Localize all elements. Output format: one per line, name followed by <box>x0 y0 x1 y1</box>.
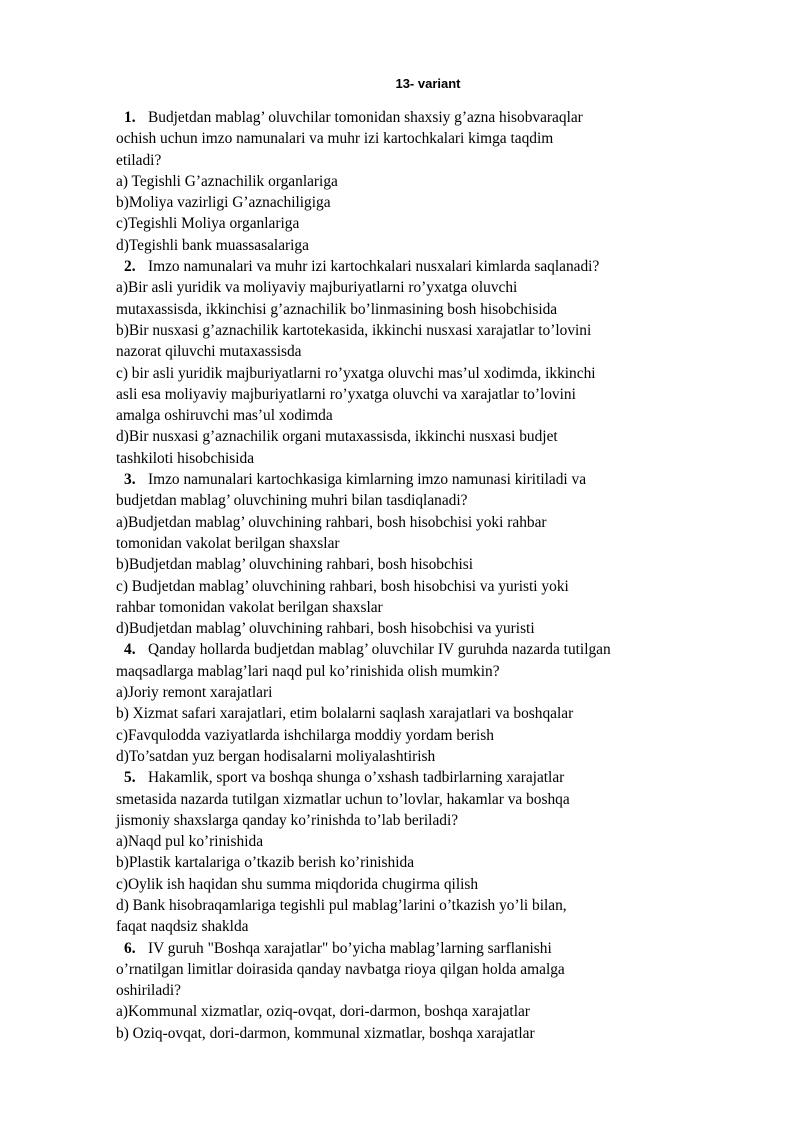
question-text-continued <box>116 959 646 980</box>
question-text-line: maqsadlarga mablag’lari naqd pul ko’rinishida olish mumkin? <box>116 662 500 680</box>
answer-option: d)Budjetdan mablag’ oluvchining rahbari, bosh hisobchisi va yuristi <box>116 620 535 638</box>
question-text-continued <box>116 128 646 149</box>
answer-option: a)Joriy remont xarajatlari <box>116 684 273 702</box>
question-text-line: oshiriladi? <box>116 982 181 1000</box>
answer-option: d)To’satdan yuz bergan hodisalarni moliyalashtirish <box>116 747 436 765</box>
answer-option: b)Moliya vazirligi G’aznachiligiga <box>116 194 331 212</box>
answer-option: b)Bir nusxasi g’aznachilik kartotekasida, ikkinchi nusxasi xarajatlar to’lovini <box>116 321 592 339</box>
answer-option: c) Budjetdan mablag’ oluvchining rahbari, bosh hisobchisi va yuristi yoki <box>116 577 569 595</box>
question-text-continued <box>116 150 646 171</box>
question-block <box>116 767 646 937</box>
question-text-line: budjetdan mablag’ oluvchining muhri bilan tasdiqlanadi? <box>116 492 468 510</box>
question-text-line: Hakamlik, sport va boshqa shunga o’xshash tadbirlarning xarajatlar <box>148 769 565 787</box>
answer-option: amalga oshiruvchi mas’ul xodimda <box>116 407 333 425</box>
answer-option: b) Xizmat safari xarajatlari, etim bolalarni saqlash xarajatlari va boshqalar <box>116 705 574 723</box>
answer-option: nazorat qiluvchi mutaxassisda <box>116 343 302 361</box>
question-text-continued <box>116 980 646 1001</box>
question-text-line: jismoniy shaxslarga qanday ko’rinishda to’lab beriladi? <box>116 811 459 829</box>
variant-title: 13- variant <box>395 76 461 91</box>
answer-option: a) Tegishli G’aznachilik organlariga <box>116 172 338 190</box>
question-number: 2. <box>124 258 136 276</box>
question-block <box>116 639 646 767</box>
answer-option: faqat naqdsiz shaklda <box>116 918 249 936</box>
question-text-line: o’rnatilgan limitlar doirasida qanday navbatga rioya qilgan holda amalga <box>116 960 565 978</box>
question-number: 5. <box>124 769 136 787</box>
answer-option: tashkiloti hisobchisida <box>116 449 255 467</box>
question-text-line: Imzo namunalari va muhr izi kartochkalari nusxalari kimlarda saqlanadi? <box>148 258 600 276</box>
answer-option: a)Bir asli yuridik va moliyaviy majburiyatlarni ro’yxatga oluvchi <box>116 279 518 297</box>
question-text <box>116 938 646 959</box>
question-text <box>116 256 646 277</box>
answer-option: asli esa moliyaviy majburiyatlarni ro’yxatga oluvchi va xarajatlar to’lovini <box>116 385 576 403</box>
answer-option: a)Naqd pul ko’rinishida <box>116 833 264 851</box>
question-text <box>116 469 646 490</box>
question-number: 1. <box>124 109 136 126</box>
question-text-continued <box>116 661 646 682</box>
answer-option: c)Oylik ish haqidan shu summa miqdorida chugirma qilish <box>116 875 479 893</box>
answer-option: c)Tegishli Moliya organlariga <box>116 215 300 233</box>
answer-option: d) Bank hisobraqamlariga tegishli pul mablag’larini o’tkazish yo’li bilan, <box>116 896 567 914</box>
answer-option: rahbar tomonidan vakolat berilgan shaxslar <box>116 598 383 616</box>
question-text-line: etiladi? <box>116 151 162 169</box>
question-block <box>116 469 646 639</box>
question-text-continued <box>116 789 646 810</box>
question-block <box>116 256 646 469</box>
question-text <box>116 639 646 660</box>
question-text-line: smetasida nazarda tutilgan xizmatlar uchun to’lovlar, hakamlar va boshqa <box>116 790 570 808</box>
question-text-continued <box>116 810 646 831</box>
answer-option: b)Budjetdan mablag’ oluvchining rahbari, bosh hisobchisi <box>116 556 474 574</box>
question-text-line: Imzo namunalari kartochkasiga kimlarning imzo namunasi kiritiladi va <box>148 471 587 489</box>
question-text-line: ochish uchun imzo namunalari va muhr izi kartochkalari kimga taqdim <box>116 130 554 148</box>
answer-option: tomonidan vakolat berilgan shaxslar <box>116 534 340 552</box>
question-number: 3. <box>124 471 136 489</box>
answer-option: b)Plastik kartalariga o’tkazib berish ko’rinishida <box>116 854 415 872</box>
answer-option: b) Oziq-ovqat, dori-darmon, kommunal xizmatlar, boshqa xarajatlar <box>116 1024 535 1042</box>
answer-option: c)Favqulodda vaziyatlarda ishchilarga moddiy yordam berish <box>116 726 494 744</box>
answer-option: d)Bir nusxasi g’aznachilik organi mutaxassisda, ikkinchi nusxasi budjet <box>116 428 558 446</box>
question-block <box>116 107 646 256</box>
question-text <box>116 107 646 128</box>
answer-option: mutaxassisda, ikkinchisi g’aznachilik bo’linmasining bosh hisobchisida <box>116 300 558 318</box>
answer-option: a)Kommunal xizmatlar, oziq-ovqat, dori-darmon, boshqa xarajatlar <box>116 1003 530 1021</box>
question-text-continued <box>116 490 646 511</box>
answer-option: a)Budjetdan mablag’ oluvchining rahbari, bosh hisobchisi yoki rahbar <box>116 513 547 531</box>
question-block <box>116 938 646 1044</box>
question-text <box>116 767 646 788</box>
question-number: 6. <box>124 939 136 957</box>
answer-option: c) bir asli yuridik majburiyatlarni ro’yxatga oluvchi mas’ul xodimda, ikkinchi <box>116 364 596 382</box>
question-text-line: Budjetdan mablag’ oluvchilar tomonidan shaxsiy g’azna hisobvaraqlar <box>148 109 583 126</box>
question-text-line: Qanday hollarda budjetdan mablag’ oluvchilar IV guruhda nazarda tutilgan <box>148 641 611 659</box>
question-list <box>116 107 646 1044</box>
question-text-line: IV guruh "Boshqa xarajatlar" bo’yicha mablag’larning sarflanishi <box>148 939 552 957</box>
question-number: 4. <box>124 641 136 659</box>
answer-option: d)Tegishli bank muassasalariga <box>116 236 309 254</box>
